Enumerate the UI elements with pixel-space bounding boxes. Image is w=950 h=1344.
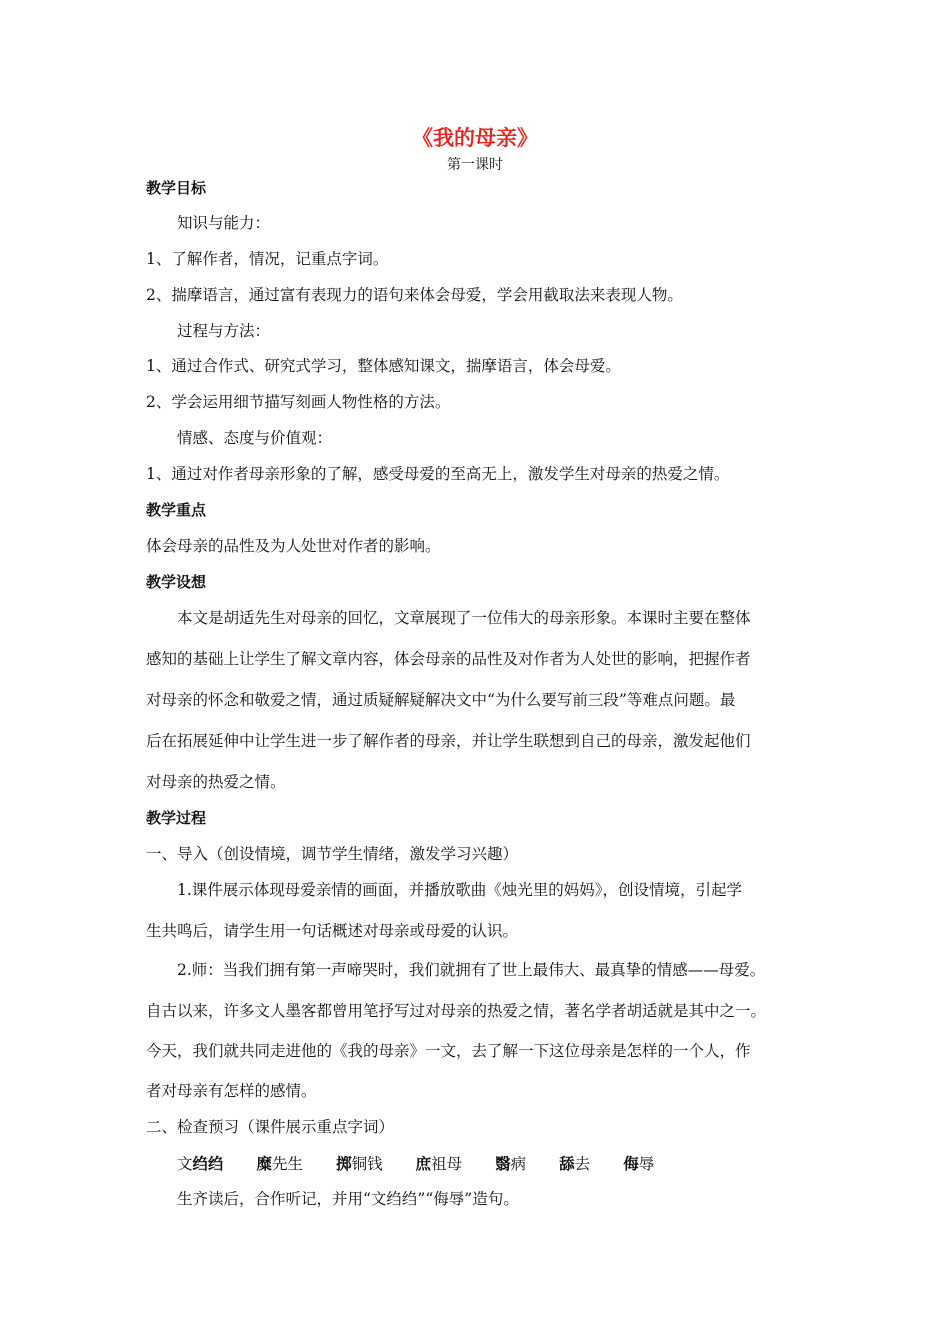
heading-objectives: 教学目标: [146, 179, 207, 197]
vocab-word: [416, 1152, 463, 1174]
vocab-word-key: 掷: [336, 1155, 352, 1173]
intro-item-1-line: 1.课件展示体现母爱亲情的画面，并播放歌曲《烛光里的妈妈》，创设情境，引起学: [177, 881, 743, 899]
vocab-word-plain: 文: [177, 1155, 193, 1173]
knowledge-label: 知识与能力：: [177, 214, 271, 232]
vocab-word-plain: 先生: [272, 1155, 304, 1173]
intro-item-2-line: 者对母亲有怎样的感情。: [146, 1082, 317, 1100]
document-subtitle: 第一课时: [447, 157, 503, 173]
vocab-word-key: 庶: [415, 1155, 432, 1173]
intro-item-1-line: 生共鸣后，请学生用一句话概述对母亲或母爱的认识。: [146, 922, 519, 940]
vocab-list: [177, 1152, 687, 1174]
vocab-word-key: 侮: [623, 1155, 639, 1173]
vocab-word: [336, 1152, 383, 1174]
vocab-word-key: 舔: [559, 1155, 575, 1173]
intro-item-2-line: 今天，我们就共同走进他的《我的母亲》一文，去了解一下这位母亲是怎样的一个人，作: [146, 1042, 751, 1060]
vocab-word-plain: 辱: [638, 1155, 655, 1173]
process-item: 2、学会运用细节描写刻画人物性格的方法。: [146, 393, 451, 411]
vocab-word-key: 糜: [256, 1155, 273, 1173]
after-vocab-text: 生齐读后，合作听记，并用“文绉绉”“侮辱”造句。: [177, 1190, 519, 1208]
vocab-word: [257, 1152, 304, 1174]
vocab-word: [177, 1152, 224, 1174]
design-line: 后在拓展延伸中让学生进一步了解作者的母亲，并让学生联想到自己的母亲，激发起他们: [146, 732, 751, 750]
section-intro: 一、导入（创设情境，调节学生情绪，激发学习兴趣）: [146, 845, 519, 863]
process-item: 1、通过合作式、研究式学习，整体感知课文，揣摩语言，体会母爱。: [146, 357, 621, 375]
heading-design: 教学设想: [146, 573, 207, 591]
design-line: 对母亲的热爱之情。: [146, 773, 286, 791]
design-line: 本文是胡适先生对母亲的回忆，文章展现了一位伟大的母亲形象。本课时主要在整体: [177, 609, 751, 627]
vocab-word-plain: 祖母: [431, 1155, 463, 1173]
vocab-word-plain: 病: [510, 1155, 527, 1173]
design-line: 对母亲的怀念和敬爱之情，通过质疑解疑解决文中“为什么要写前三段”等难点问题。最: [146, 691, 736, 709]
vocab-word: [623, 1152, 654, 1174]
process-label: 过程与方法：: [177, 322, 271, 340]
emotion-label: 情感、态度与价值观：: [177, 429, 333, 447]
intro-item-2-line: 自古以来，许多文人墨客都曾用笔抒写过对母亲的热爱之情，著名学者胡适就是其中之一。: [146, 1002, 767, 1020]
knowledge-item: 2、揣摩语言，通过富有表现力的语句来体会母爱，学会用截取法来表现人物。: [146, 286, 683, 304]
vocab-word-key: 绉绉: [192, 1155, 224, 1173]
vocab-word-plain: 去: [574, 1155, 591, 1173]
vocab-word: [495, 1152, 526, 1174]
heading-process: 教学过程: [146, 809, 207, 827]
heading-key-point: 教学重点: [146, 501, 207, 519]
document-title: 《我的母亲》: [412, 126, 538, 150]
key-point-text: 体会母亲的品性及为人处世对作者的影响。: [146, 537, 441, 555]
emotion-item: 1、通过对作者母亲形象的了解，感受母爱的至高无上，激发学生对母亲的热爱之情。: [146, 465, 730, 483]
design-line: 感知的基础上让学生了解文章内容，体会母亲的品性及对作者为人处世的影响，把握作者: [146, 650, 751, 668]
vocab-word-key: 翳: [495, 1155, 511, 1173]
section-preview: 二、检查预习（课件展示重点字词）: [146, 1118, 395, 1136]
vocab-word: [559, 1152, 590, 1174]
vocab-word-plain: 铜钱: [351, 1155, 383, 1173]
intro-item-2-line: 2.师：当我们拥有第一声啼哭时，我们就拥有了世上最伟大、最真挚的情感——母爱。: [177, 961, 766, 979]
knowledge-item: 1、了解作者，情况，记重点字词。: [146, 250, 389, 268]
